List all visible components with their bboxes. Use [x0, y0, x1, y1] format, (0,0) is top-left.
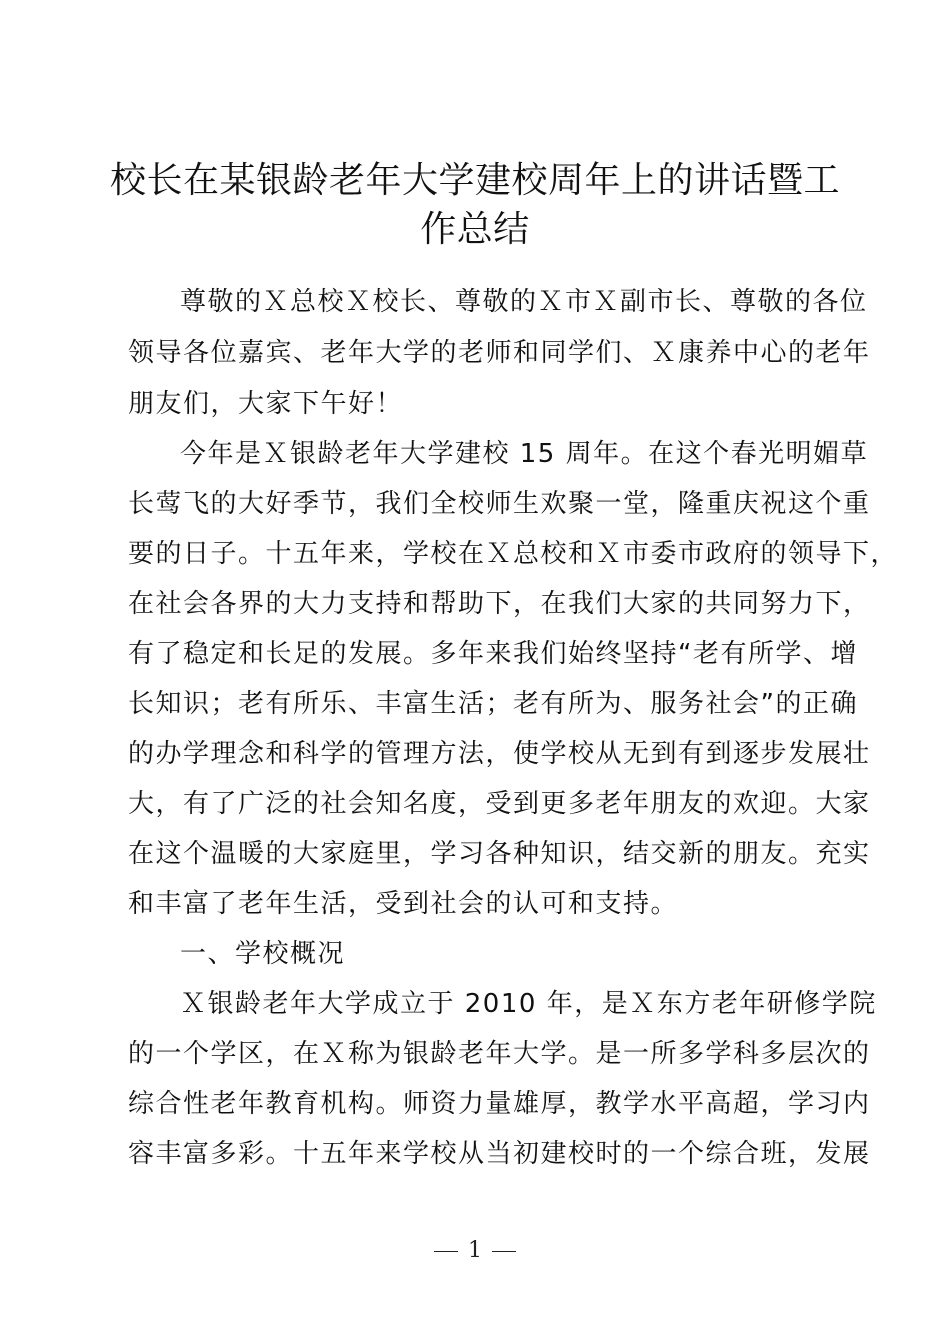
body-line: 容丰富多彩。十五年来学校从当初建校时的一个综合班，发展	[128, 1139, 871, 1169]
page-number: 1	[468, 1238, 482, 1263]
body-line: Ｘ银龄老年大学成立于 2010 年，是Ｘ东方老年研修学院	[180, 989, 877, 1019]
body-line: 在社会各界的大力支持和帮助下，在我们大家的共同努力下，	[128, 589, 871, 619]
body-line: 的办学理念和科学的管理方法，使学校从无到有到逐步发展壮	[128, 739, 871, 769]
footer-dash-left	[434, 1251, 458, 1252]
body-line: 综合性老年教育机构。师资力量雄厚，教学水平高超，学习内	[128, 1089, 871, 1119]
body-line: 朋友们，大家下午好！	[128, 389, 404, 419]
body-line: 长莺飞的大好季节，我们全校师生欢聚一堂，隆重庆祝这个重	[128, 489, 871, 519]
body-line: 今年是Ｘ银龄老年大学建校 15 周年。在这个春光明媚草	[180, 439, 869, 469]
body-line: 大，有了广泛的社会知名度，受到更多老年朋友的欢迎。大家	[128, 789, 871, 819]
body-line: 和丰富了老年生活，受到社会的认可和支持。	[128, 889, 679, 919]
body-line: 长知识；老有所乐、丰富生活；老有所为、服务社会”的正确	[128, 689, 858, 719]
page-footer	[0, 1238, 950, 1263]
body-line: 要的日子。十五年来，学校在Ｘ总校和Ｘ市委市政府的领导下，	[128, 539, 899, 569]
body-line: 尊敬的Ｘ总校Ｘ校长、尊敬的Ｘ市Ｘ副市长、尊敬的各位	[180, 287, 868, 317]
footer-dash-right	[492, 1251, 516, 1252]
body-line: 在这个温暖的大家庭里，学习各种知识，结交新的朋友。充实	[128, 839, 871, 869]
body-line: 的一个学区，在Ｘ称为银龄老年大学。是一所多学科多层次的	[128, 1039, 871, 1069]
document-title-line-2: 作总结	[420, 209, 530, 250]
section-heading: 一、学校概况	[180, 939, 346, 969]
body-line: 领导各位嘉宾、老年大学的老师和同学们、Ｘ康养中心的老年	[128, 338, 871, 368]
document-title-line-1: 校长在某银龄老年大学建校周年上的讲话暨工	[109, 160, 840, 201]
body-line: 有了稳定和长足的发展。多年来我们始终坚持“老有所学、增	[128, 639, 858, 669]
